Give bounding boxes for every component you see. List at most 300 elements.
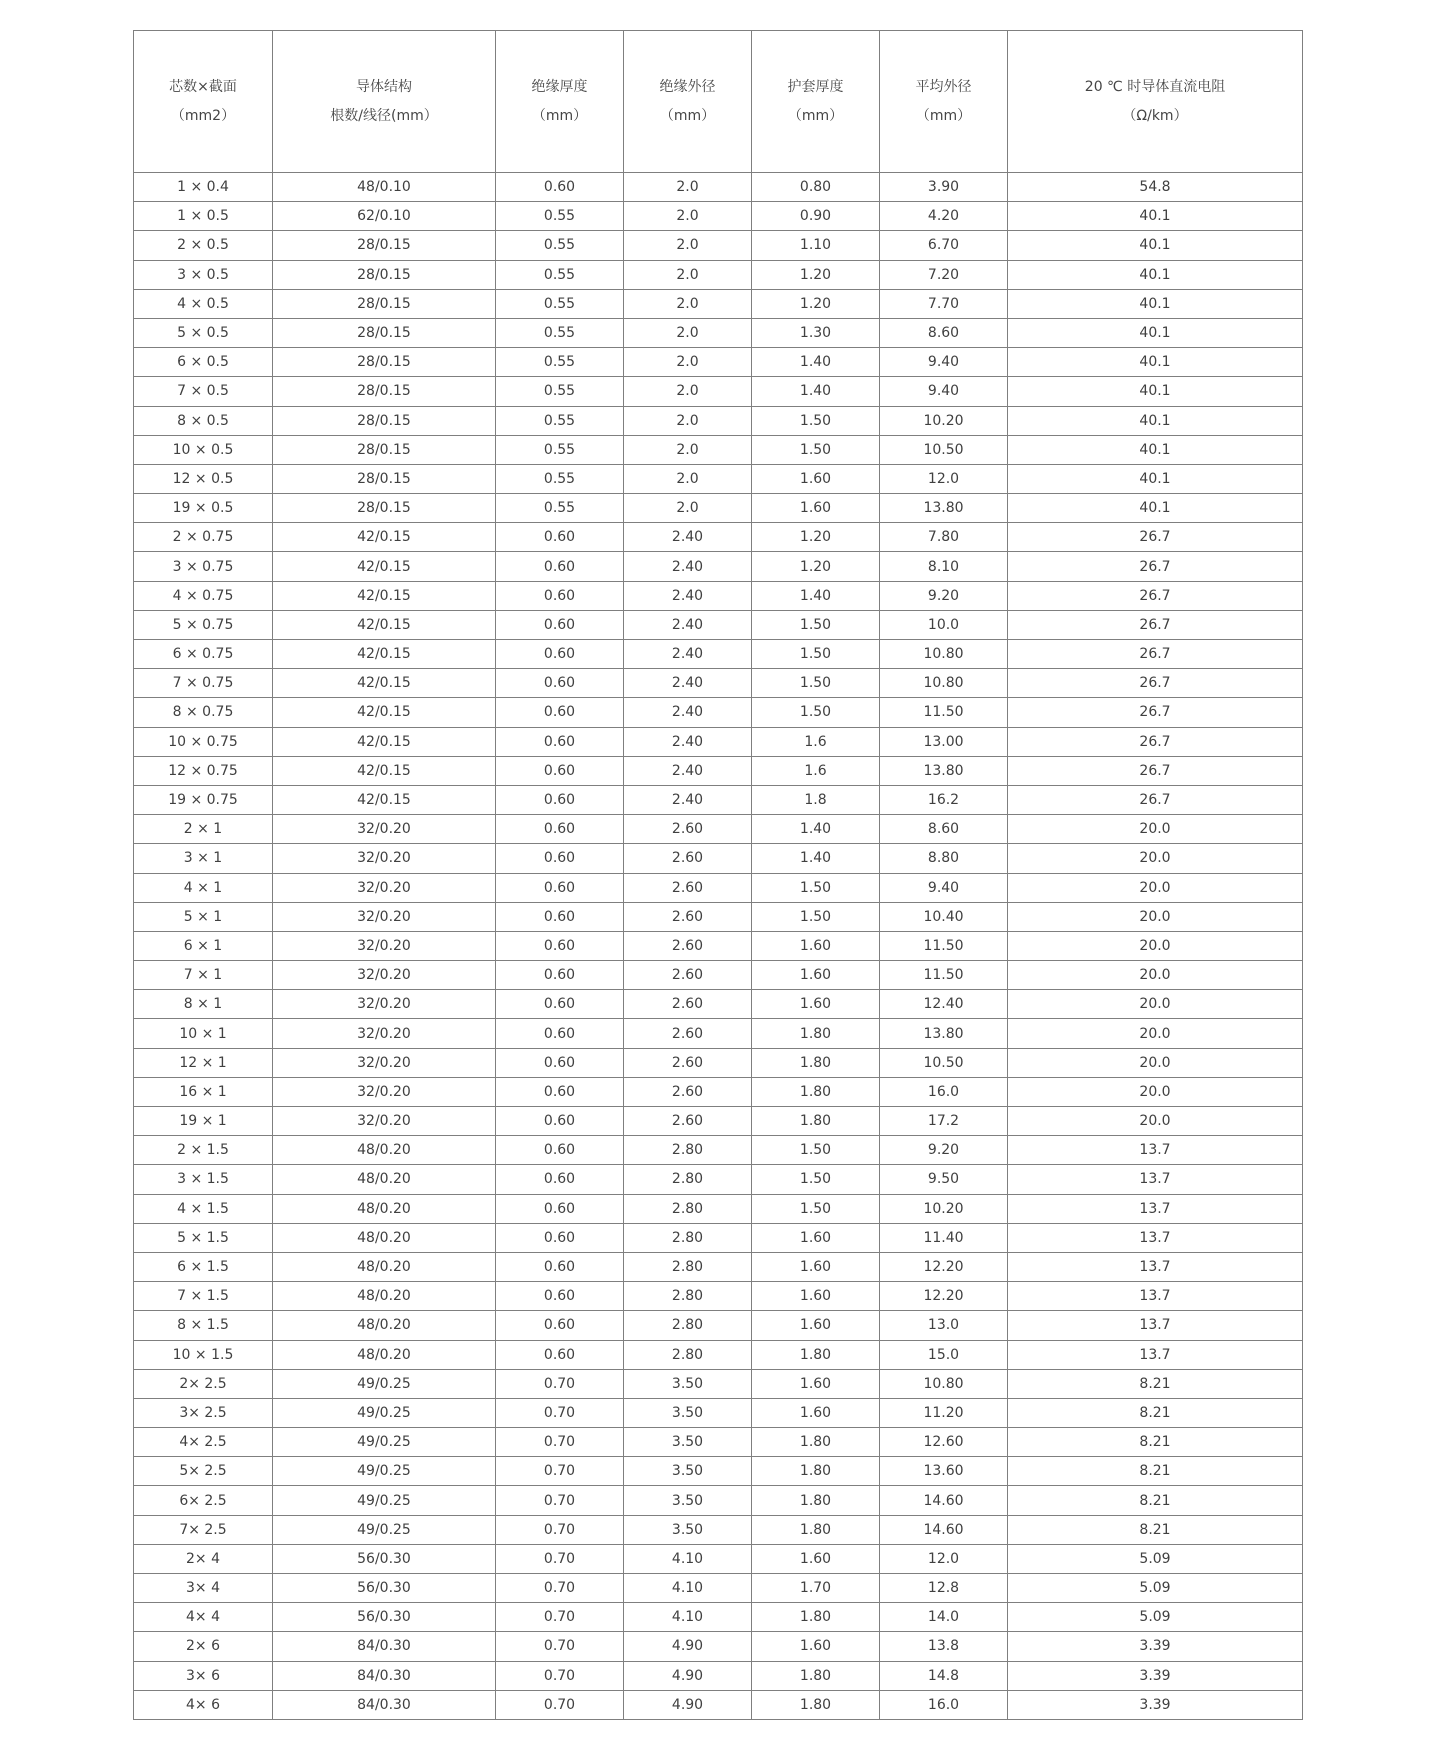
sheath-thickness-cell: 1.50 <box>752 698 880 727</box>
table-row <box>134 377 1303 406</box>
cores-section-cell: 19 × 0.5 <box>134 494 273 523</box>
sheath-thickness-cell: 1.60 <box>752 1311 880 1340</box>
conductor-structure-cell: 48/0.20 <box>273 1136 496 1165</box>
sheath-thickness-cell: 0.80 <box>752 173 880 202</box>
sheath-thickness-cell: 1.50 <box>752 640 880 669</box>
cores-section-cell: 7 × 1.5 <box>134 1282 273 1311</box>
insulation-diameter-cell: 2.80 <box>624 1340 752 1369</box>
dc-resistance-cell: 40.1 <box>1008 435 1303 464</box>
header-insulation-diameter <box>624 31 752 173</box>
header-line: 护套厚度 <box>787 78 844 95</box>
table-row <box>134 494 1303 523</box>
insulation-thickness-cell: 0.60 <box>496 1340 624 1369</box>
dc-resistance-cell: 20.0 <box>1008 1019 1303 1048</box>
average-diameter-cell: 7.20 <box>880 260 1008 289</box>
conductor-structure-cell: 28/0.15 <box>273 464 496 493</box>
dc-resistance-cell: 40.1 <box>1008 260 1303 289</box>
cores-section-cell: 3× 2.5 <box>134 1398 273 1427</box>
sheath-thickness-cell: 1.40 <box>752 348 880 377</box>
cores-section-cell: 7 × 0.75 <box>134 669 273 698</box>
conductor-structure-cell: 49/0.25 <box>273 1428 496 1457</box>
sheath-thickness-cell: 1.60 <box>752 961 880 990</box>
table-row <box>134 727 1303 756</box>
table-row <box>134 1136 1303 1165</box>
average-diameter-cell: 13.80 <box>880 1019 1008 1048</box>
insulation-diameter-cell: 2.40 <box>624 756 752 785</box>
average-diameter-cell: 10.40 <box>880 902 1008 931</box>
cores-section-cell: 19 × 0.75 <box>134 785 273 814</box>
dc-resistance-cell: 40.1 <box>1008 348 1303 377</box>
conductor-structure-cell: 56/0.30 <box>273 1603 496 1632</box>
insulation-diameter-cell: 4.90 <box>624 1661 752 1690</box>
insulation-thickness-cell: 0.60 <box>496 173 624 202</box>
insulation-diameter-cell: 2.0 <box>624 318 752 347</box>
conductor-structure-cell: 28/0.15 <box>273 260 496 289</box>
dc-resistance-cell: 20.0 <box>1008 931 1303 960</box>
insulation-thickness-cell: 0.60 <box>496 931 624 960</box>
insulation-thickness-cell: 0.70 <box>496 1690 624 1719</box>
insulation-thickness-cell: 0.60 <box>496 990 624 1019</box>
insulation-thickness-cell: 0.60 <box>496 1019 624 1048</box>
header-line: 绝缘厚度 <box>531 78 588 95</box>
average-diameter-cell: 12.0 <box>880 1544 1008 1573</box>
average-diameter-cell: 14.60 <box>880 1486 1008 1515</box>
sheath-thickness-cell: 1.40 <box>752 844 880 873</box>
dc-resistance-cell: 20.0 <box>1008 902 1303 931</box>
header-insulation-thickness <box>496 31 624 173</box>
average-diameter-cell: 12.20 <box>880 1282 1008 1311</box>
insulation-thickness-cell: 0.55 <box>496 231 624 260</box>
average-diameter-cell: 10.80 <box>880 669 1008 698</box>
conductor-structure-cell: 42/0.15 <box>273 669 496 698</box>
insulation-thickness-cell: 0.70 <box>496 1574 624 1603</box>
conductor-structure-cell: 84/0.30 <box>273 1690 496 1719</box>
cores-section-cell: 12 × 0.5 <box>134 464 273 493</box>
insulation-thickness-cell: 0.60 <box>496 873 624 902</box>
dc-resistance-cell: 40.1 <box>1008 406 1303 435</box>
cores-section-cell: 6 × 1.5 <box>134 1252 273 1281</box>
dc-resistance-cell: 13.7 <box>1008 1223 1303 1252</box>
sheath-thickness-cell: 1.20 <box>752 552 880 581</box>
sheath-thickness-cell: 1.80 <box>752 1019 880 1048</box>
dc-resistance-cell: 20.0 <box>1008 815 1303 844</box>
table-row <box>134 1515 1303 1544</box>
conductor-structure-cell: 42/0.15 <box>273 523 496 552</box>
conductor-structure-cell: 32/0.20 <box>273 1048 496 1077</box>
sheath-thickness-cell: 1.60 <box>752 464 880 493</box>
sheath-thickness-cell: 1.80 <box>752 1428 880 1457</box>
average-diameter-cell: 14.8 <box>880 1661 1008 1690</box>
dc-resistance-cell: 8.21 <box>1008 1398 1303 1427</box>
table-row <box>134 1048 1303 1077</box>
insulation-diameter-cell: 2.80 <box>624 1165 752 1194</box>
cores-section-cell: 5 × 0.75 <box>134 610 273 639</box>
dc-resistance-cell: 40.1 <box>1008 231 1303 260</box>
table-row <box>134 464 1303 493</box>
sheath-thickness-cell: 1.80 <box>752 1048 880 1077</box>
insulation-thickness-cell: 0.60 <box>496 552 624 581</box>
header-unit: （mm2） <box>170 107 236 124</box>
table-row <box>134 1603 1303 1632</box>
average-diameter-cell: 13.60 <box>880 1457 1008 1486</box>
cores-section-cell: 8 × 1 <box>134 990 273 1019</box>
sheath-thickness-cell: 1.60 <box>752 1632 880 1661</box>
sheath-thickness-cell: 1.80 <box>752 1486 880 1515</box>
average-diameter-cell: 10.80 <box>880 1369 1008 1398</box>
insulation-diameter-cell: 2.80 <box>624 1282 752 1311</box>
average-diameter-cell: 11.50 <box>880 698 1008 727</box>
insulation-thickness-cell: 0.55 <box>496 289 624 318</box>
insulation-thickness-cell: 0.60 <box>496 640 624 669</box>
table-row <box>134 348 1303 377</box>
conductor-structure-cell: 28/0.15 <box>273 318 496 347</box>
insulation-thickness-cell: 0.55 <box>496 406 624 435</box>
insulation-thickness-cell: 0.70 <box>496 1486 624 1515</box>
header-conductor-structure <box>273 31 496 173</box>
dc-resistance-cell: 13.7 <box>1008 1194 1303 1223</box>
insulation-diameter-cell: 3.50 <box>624 1398 752 1427</box>
dc-resistance-cell: 26.7 <box>1008 756 1303 785</box>
table-row <box>134 581 1303 610</box>
sheath-thickness-cell: 1.50 <box>752 669 880 698</box>
sheath-thickness-cell: 1.10 <box>752 231 880 260</box>
dc-resistance-cell: 5.09 <box>1008 1574 1303 1603</box>
cores-section-cell: 3 × 1 <box>134 844 273 873</box>
table-row <box>134 1194 1303 1223</box>
cores-section-cell: 16 × 1 <box>134 1077 273 1106</box>
dc-resistance-cell: 3.39 <box>1008 1632 1303 1661</box>
insulation-diameter-cell: 3.50 <box>624 1515 752 1544</box>
dc-resistance-cell: 8.21 <box>1008 1515 1303 1544</box>
dc-resistance-cell: 3.39 <box>1008 1690 1303 1719</box>
average-diameter-cell: 9.20 <box>880 1136 1008 1165</box>
insulation-diameter-cell: 2.60 <box>624 931 752 960</box>
average-diameter-cell: 11.50 <box>880 931 1008 960</box>
conductor-structure-cell: 32/0.20 <box>273 961 496 990</box>
table-row <box>134 1252 1303 1281</box>
insulation-diameter-cell: 4.90 <box>624 1690 752 1719</box>
table-row <box>134 552 1303 581</box>
average-diameter-cell: 16.2 <box>880 785 1008 814</box>
insulation-diameter-cell: 2.0 <box>624 260 752 289</box>
table-row <box>134 815 1303 844</box>
average-diameter-cell: 9.40 <box>880 377 1008 406</box>
insulation-diameter-cell: 2.40 <box>624 610 752 639</box>
header-unit: （Ω/km） <box>1122 107 1188 124</box>
insulation-diameter-cell: 2.40 <box>624 698 752 727</box>
average-diameter-cell: 12.8 <box>880 1574 1008 1603</box>
insulation-diameter-cell: 2.0 <box>624 494 752 523</box>
conductor-structure-cell: 42/0.15 <box>273 756 496 785</box>
insulation-diameter-cell: 2.40 <box>624 552 752 581</box>
cores-section-cell: 10 × 1.5 <box>134 1340 273 1369</box>
dc-resistance-cell: 40.1 <box>1008 464 1303 493</box>
sheath-thickness-cell: 1.60 <box>752 1398 880 1427</box>
conductor-structure-cell: 49/0.25 <box>273 1369 496 1398</box>
cores-section-cell: 8 × 0.5 <box>134 406 273 435</box>
table-row <box>134 1107 1303 1136</box>
dc-resistance-cell: 20.0 <box>1008 1107 1303 1136</box>
cores-section-cell: 2× 2.5 <box>134 1369 273 1398</box>
insulation-thickness-cell: 0.60 <box>496 610 624 639</box>
insulation-thickness-cell: 0.55 <box>496 318 624 347</box>
insulation-thickness-cell: 0.70 <box>496 1369 624 1398</box>
dc-resistance-cell: 26.7 <box>1008 727 1303 756</box>
conductor-structure-cell: 48/0.10 <box>273 173 496 202</box>
cores-section-cell: 7× 2.5 <box>134 1515 273 1544</box>
sheath-thickness-cell: 1.50 <box>752 435 880 464</box>
cores-section-cell: 12 × 0.75 <box>134 756 273 785</box>
cores-section-cell: 4× 6 <box>134 1690 273 1719</box>
dc-resistance-cell: 26.7 <box>1008 523 1303 552</box>
sheath-thickness-cell: 1.80 <box>752 1107 880 1136</box>
insulation-thickness-cell: 0.55 <box>496 435 624 464</box>
table-row <box>134 318 1303 347</box>
table-row <box>134 1165 1303 1194</box>
cores-section-cell: 10 × 0.5 <box>134 435 273 464</box>
insulation-diameter-cell: 2.80 <box>624 1136 752 1165</box>
cores-section-cell: 1 × 0.5 <box>134 202 273 231</box>
conductor-structure-cell: 49/0.25 <box>273 1515 496 1544</box>
dc-resistance-cell: 13.7 <box>1008 1340 1303 1369</box>
conductor-structure-cell: 32/0.20 <box>273 931 496 960</box>
insulation-thickness-cell: 0.55 <box>496 377 624 406</box>
table-row <box>134 406 1303 435</box>
sheath-thickness-cell: 1.80 <box>752 1457 880 1486</box>
conductor-structure-cell: 84/0.30 <box>273 1632 496 1661</box>
table-row <box>134 902 1303 931</box>
insulation-thickness-cell: 0.70 <box>496 1632 624 1661</box>
sheath-thickness-cell: 1.80 <box>752 1603 880 1632</box>
insulation-thickness-cell: 0.60 <box>496 1136 624 1165</box>
conductor-structure-cell: 56/0.30 <box>273 1544 496 1573</box>
average-diameter-cell: 11.40 <box>880 1223 1008 1252</box>
insulation-diameter-cell: 2.60 <box>624 1019 752 1048</box>
average-diameter-cell: 10.0 <box>880 610 1008 639</box>
average-diameter-cell: 7.70 <box>880 289 1008 318</box>
sheath-thickness-cell: 1.60 <box>752 990 880 1019</box>
dc-resistance-cell: 13.7 <box>1008 1311 1303 1340</box>
insulation-diameter-cell: 3.50 <box>624 1457 752 1486</box>
sheath-thickness-cell: 1.6 <box>752 727 880 756</box>
table-row <box>134 669 1303 698</box>
header-line: 20 ℃ 时导体直流电阻 <box>1084 78 1226 95</box>
insulation-thickness-cell: 0.70 <box>496 1603 624 1632</box>
insulation-thickness-cell: 0.60 <box>496 1282 624 1311</box>
insulation-diameter-cell: 4.10 <box>624 1574 752 1603</box>
cores-section-cell: 2 × 1.5 <box>134 1136 273 1165</box>
header-line: 绝缘外径 <box>659 78 716 95</box>
table-row <box>134 260 1303 289</box>
dc-resistance-cell: 26.7 <box>1008 698 1303 727</box>
dc-resistance-cell: 13.7 <box>1008 1282 1303 1311</box>
cores-section-cell: 4 × 0.75 <box>134 581 273 610</box>
insulation-thickness-cell: 0.55 <box>496 494 624 523</box>
average-diameter-cell: 11.50 <box>880 961 1008 990</box>
table-row <box>134 173 1303 202</box>
table-row <box>134 990 1303 1019</box>
conductor-structure-cell: 42/0.15 <box>273 640 496 669</box>
sheath-thickness-cell: 1.40 <box>752 377 880 406</box>
header-line: 导体结构 <box>356 78 412 95</box>
sheath-thickness-cell: 1.60 <box>752 1223 880 1252</box>
cores-section-cell: 7 × 0.5 <box>134 377 273 406</box>
insulation-diameter-cell: 4.10 <box>624 1544 752 1573</box>
insulation-diameter-cell: 2.60 <box>624 873 752 902</box>
conductor-structure-cell: 84/0.30 <box>273 1661 496 1690</box>
sheath-thickness-cell: 1.6 <box>752 756 880 785</box>
table-row <box>134 931 1303 960</box>
table-row <box>134 1369 1303 1398</box>
insulation-diameter-cell: 3.50 <box>624 1428 752 1457</box>
header-line: 平均外径 <box>915 78 972 95</box>
insulation-diameter-cell: 2.40 <box>624 785 752 814</box>
insulation-thickness-cell: 0.60 <box>496 581 624 610</box>
conductor-structure-cell: 56/0.30 <box>273 1574 496 1603</box>
insulation-diameter-cell: 2.0 <box>624 406 752 435</box>
dc-resistance-cell: 8.21 <box>1008 1428 1303 1457</box>
cores-section-cell: 8 × 1.5 <box>134 1311 273 1340</box>
insulation-thickness-cell: 0.55 <box>496 348 624 377</box>
conductor-structure-cell: 48/0.20 <box>273 1282 496 1311</box>
conductor-structure-cell: 49/0.25 <box>273 1486 496 1515</box>
table-row <box>134 785 1303 814</box>
header-unit: （mm） <box>787 107 844 124</box>
table-row <box>134 231 1303 260</box>
sheath-thickness-cell: 1.40 <box>752 581 880 610</box>
insulation-diameter-cell: 2.40 <box>624 669 752 698</box>
average-diameter-cell: 13.80 <box>880 756 1008 785</box>
insulation-diameter-cell: 2.60 <box>624 815 752 844</box>
cores-section-cell: 4× 4 <box>134 1603 273 1632</box>
sheath-thickness-cell: 1.8 <box>752 785 880 814</box>
sheath-thickness-cell: 1.80 <box>752 1690 880 1719</box>
cores-section-cell: 7 × 1 <box>134 961 273 990</box>
header-unit: （mm） <box>915 107 972 124</box>
header-cores-section <box>134 31 273 173</box>
dc-resistance-cell: 26.7 <box>1008 640 1303 669</box>
table-row <box>134 1574 1303 1603</box>
conductor-structure-cell: 28/0.15 <box>273 406 496 435</box>
dc-resistance-cell: 13.7 <box>1008 1252 1303 1281</box>
table-row <box>134 1340 1303 1369</box>
insulation-thickness-cell: 0.60 <box>496 844 624 873</box>
dc-resistance-cell: 8.21 <box>1008 1486 1303 1515</box>
dc-resistance-cell: 20.0 <box>1008 844 1303 873</box>
insulation-diameter-cell: 2.60 <box>624 1048 752 1077</box>
insulation-diameter-cell: 3.50 <box>624 1486 752 1515</box>
insulation-thickness-cell: 0.70 <box>496 1661 624 1690</box>
table-row <box>134 1661 1303 1690</box>
insulation-diameter-cell: 2.60 <box>624 844 752 873</box>
insulation-thickness-cell: 0.70 <box>496 1428 624 1457</box>
table-row <box>134 698 1303 727</box>
insulation-diameter-cell: 2.80 <box>624 1311 752 1340</box>
insulation-thickness-cell: 0.60 <box>496 961 624 990</box>
insulation-thickness-cell: 0.60 <box>496 1194 624 1223</box>
cores-section-cell: 2 × 1 <box>134 815 273 844</box>
insulation-diameter-cell: 2.40 <box>624 640 752 669</box>
average-diameter-cell: 9.20 <box>880 581 1008 610</box>
table-row <box>134 1457 1303 1486</box>
cores-section-cell: 5× 2.5 <box>134 1457 273 1486</box>
header-sheath-thickness <box>752 31 880 173</box>
sheath-thickness-cell: 1.50 <box>752 1136 880 1165</box>
conductor-structure-cell: 42/0.15 <box>273 727 496 756</box>
dc-resistance-cell: 8.21 <box>1008 1457 1303 1486</box>
insulation-thickness-cell: 0.60 <box>496 523 624 552</box>
average-diameter-cell: 9.50 <box>880 1165 1008 1194</box>
average-diameter-cell: 13.8 <box>880 1632 1008 1661</box>
table-row <box>134 523 1303 552</box>
average-diameter-cell: 14.60 <box>880 1515 1008 1544</box>
insulation-thickness-cell: 0.55 <box>496 464 624 493</box>
average-diameter-cell: 17.2 <box>880 1107 1008 1136</box>
sheath-thickness-cell: 1.80 <box>752 1515 880 1544</box>
table-row <box>134 610 1303 639</box>
insulation-diameter-cell: 2.40 <box>624 581 752 610</box>
conductor-structure-cell: 28/0.15 <box>273 377 496 406</box>
sheath-thickness-cell: 1.50 <box>752 1165 880 1194</box>
cores-section-cell: 1 × 0.4 <box>134 173 273 202</box>
sheath-thickness-cell: 1.50 <box>752 1194 880 1223</box>
conductor-structure-cell: 48/0.20 <box>273 1165 496 1194</box>
dc-resistance-cell: 26.7 <box>1008 581 1303 610</box>
sheath-thickness-cell: 1.30 <box>752 318 880 347</box>
dc-resistance-cell: 40.1 <box>1008 202 1303 231</box>
conductor-structure-cell: 28/0.15 <box>273 435 496 464</box>
cores-section-cell: 6 × 0.75 <box>134 640 273 669</box>
table-row <box>134 1632 1303 1661</box>
table-row <box>134 640 1303 669</box>
average-diameter-cell: 10.80 <box>880 640 1008 669</box>
table-body <box>134 173 1303 1720</box>
sheath-thickness-cell: 1.80 <box>752 1077 880 1106</box>
insulation-diameter-cell: 2.60 <box>624 961 752 990</box>
conductor-structure-cell: 49/0.25 <box>273 1457 496 1486</box>
average-diameter-cell: 13.0 <box>880 1311 1008 1340</box>
table-row <box>134 756 1303 785</box>
cores-section-cell: 10 × 0.75 <box>134 727 273 756</box>
conductor-structure-cell: 32/0.20 <box>273 1077 496 1106</box>
insulation-thickness-cell: 0.60 <box>496 1165 624 1194</box>
dc-resistance-cell: 20.0 <box>1008 961 1303 990</box>
conductor-structure-cell: 49/0.25 <box>273 1398 496 1427</box>
cores-section-cell: 2 × 0.5 <box>134 231 273 260</box>
insulation-diameter-cell: 2.80 <box>624 1223 752 1252</box>
average-diameter-cell: 10.50 <box>880 435 1008 464</box>
insulation-thickness-cell: 0.55 <box>496 202 624 231</box>
table-row <box>134 1282 1303 1311</box>
conductor-structure-cell: 28/0.15 <box>273 231 496 260</box>
cores-section-cell: 4 × 0.5 <box>134 289 273 318</box>
average-diameter-cell: 7.80 <box>880 523 1008 552</box>
insulation-diameter-cell: 2.60 <box>624 902 752 931</box>
sheath-thickness-cell: 1.50 <box>752 406 880 435</box>
sheath-thickness-cell: 1.60 <box>752 1369 880 1398</box>
insulation-diameter-cell: 2.0 <box>624 464 752 493</box>
cores-section-cell: 3 × 1.5 <box>134 1165 273 1194</box>
cores-section-cell: 6× 2.5 <box>134 1486 273 1515</box>
average-diameter-cell: 12.20 <box>880 1252 1008 1281</box>
table-row <box>134 961 1303 990</box>
insulation-diameter-cell: 4.10 <box>624 1603 752 1632</box>
insulation-thickness-cell: 0.60 <box>496 669 624 698</box>
average-diameter-cell: 4.20 <box>880 202 1008 231</box>
insulation-diameter-cell: 2.0 <box>624 202 752 231</box>
dc-resistance-cell: 26.7 <box>1008 785 1303 814</box>
sheath-thickness-cell: 1.80 <box>752 1340 880 1369</box>
